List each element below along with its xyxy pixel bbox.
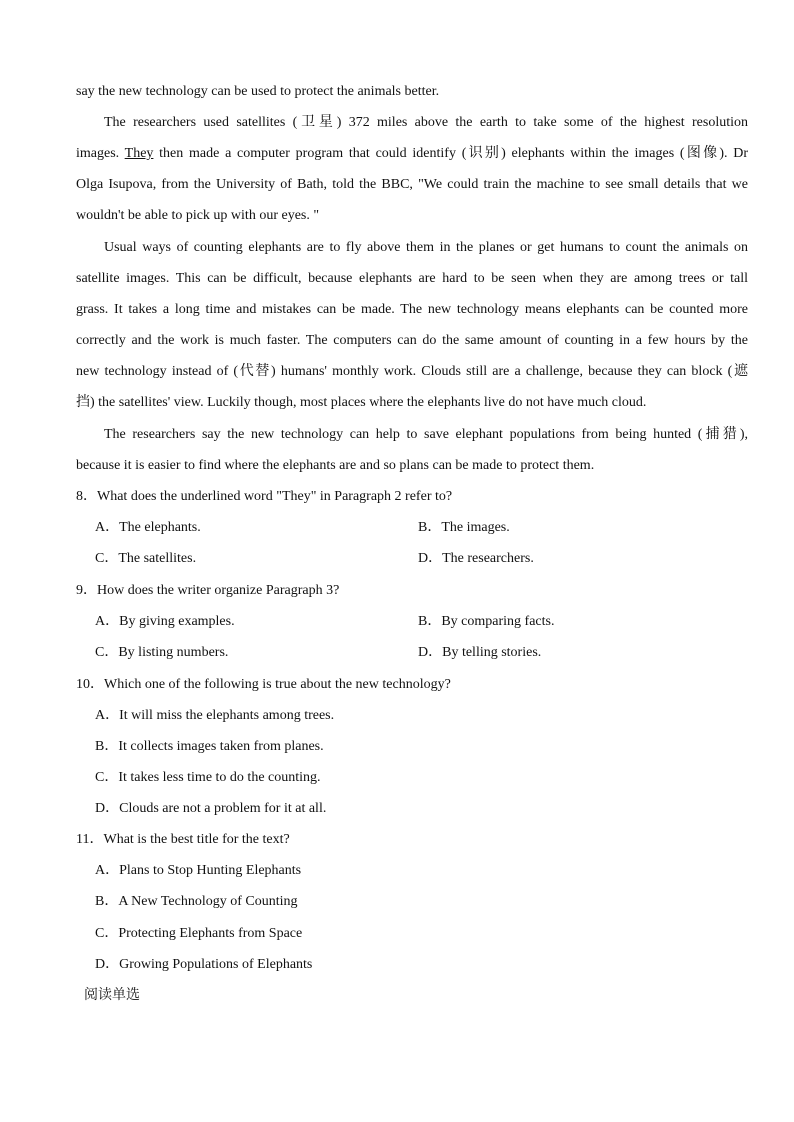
paragraph-2-line-2-start: images. <box>76 146 125 161</box>
paragraph-2-line-2-end: then made a computer program that could identify (识别) elephants within the images (图像). Dr <box>153 146 748 161</box>
question-8-option-b: B．The images. <box>418 520 510 535</box>
question-10-option-a: A．It will miss the elephants among trees. <box>95 708 335 723</box>
underlined-word-they: They <box>124 146 154 161</box>
paragraph-1-tail: say the new technology can be used to protect the animals better. <box>76 84 440 99</box>
paragraph-4-line-1: The researchers say the new technology can help to save elephant populations from being hunted (捕猎), <box>104 427 748 442</box>
question-11-option-c: C．Protecting Elephants from Space <box>95 926 303 941</box>
question-9-option-c: C．By listing numbers. <box>95 645 229 660</box>
question-10-option-d: D．Clouds are not a problem for it at all. <box>95 801 327 816</box>
question-11-stem: 11．What is the best title for the text? <box>76 832 290 847</box>
question-10-option-c: C．It takes less time to do the counting. <box>95 770 321 785</box>
question-9-option-d: D．By telling stories. <box>418 645 542 660</box>
question-8-stem: 8．What does the underlined word "They" in Paragraph 2 refer to? <box>76 489 453 504</box>
question-11-option-d: D．Growing Populations of Elephants <box>95 957 313 972</box>
paragraph-4-line-2: because it is easier to find where the elephants are and so plans can be made to protect them. <box>76 458 595 473</box>
paragraph-3-line-4: correctly and the work is much faster. The computers can do the same amount of counting in a few hours by the <box>76 333 748 348</box>
question-9-option-b: B．By comparing facts. <box>418 614 555 629</box>
question-11-option-b: B．A New Technology of Counting <box>95 894 298 909</box>
section-label: 阅读单选 <box>84 988 140 1003</box>
paragraph-3-line-1: Usual ways of counting elephants are to fly above them in the planes or get humans to count the animals on <box>104 240 748 255</box>
paragraph-3-line-5: new technology instead of (代替) humans' monthly work. Clouds still are a challenge, because they can block (遮 <box>76 364 748 379</box>
question-10-stem: 10．Which one of the following is true about the new technology? <box>76 677 451 692</box>
question-9-option-a: A．By giving examples. <box>95 614 235 629</box>
question-8-option-c: C．The satellites. <box>95 551 197 566</box>
question-11-option-a: A．Plans to Stop Hunting Elephants <box>95 863 302 878</box>
paragraph-2-line-4: wouldn't be able to pick up with our eyes. " <box>76 208 320 223</box>
paragraph-2-line-3: Olga Isupova, from the University of Bath, told the BBC, "We could train the machine to see small details that we <box>76 177 748 192</box>
paragraph-3-line-2: satellite images. This can be difficult, because elephants are hard to be seen when they are among trees or tall <box>76 271 748 286</box>
question-10-option-b: B．It collects images taken from planes. <box>95 739 324 754</box>
paragraph-2-line-2 <box>76 145 748 163</box>
paragraph-3-line-3: grass. It takes a long time and mistakes can be made. The new technology means elephants can be counted more <box>76 302 748 317</box>
question-8-option-a: A．The elephants. <box>95 520 201 535</box>
question-8-option-d: D．The researchers. <box>418 551 534 566</box>
paragraph-3-line-6: 挡) the satellites' view. Luckily though, most places where the elephants live do not have much cloud. <box>76 395 647 410</box>
question-9-stem: 9．How does the writer organize Paragraph 3? <box>76 583 340 598</box>
paragraph-2-line-1: The researchers used satellites (卫星) 372 miles above the earth to take some of the highest resolution <box>104 115 748 130</box>
